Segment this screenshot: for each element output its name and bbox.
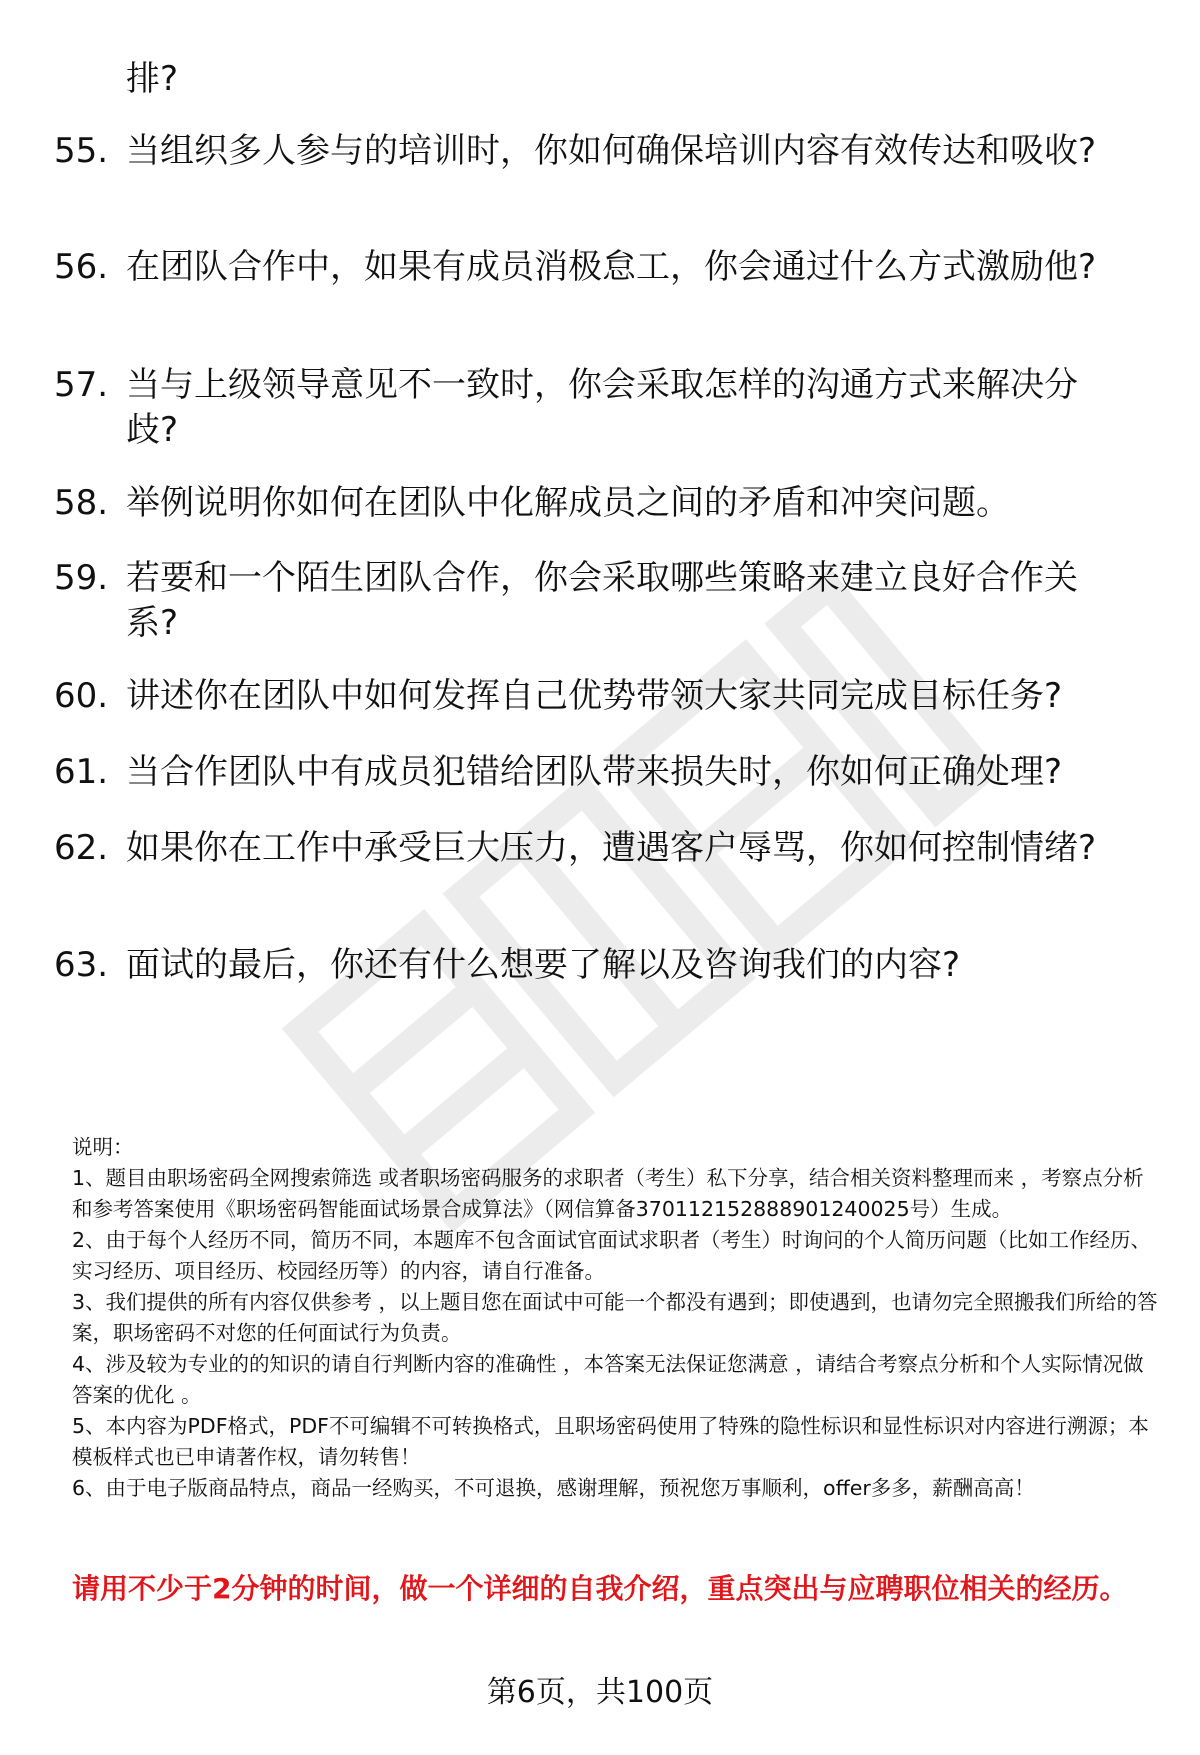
question-text: 当组织多人参与的培训时，你如何确保培训内容有效传达和吸收? [126, 131, 1097, 171]
note-item: 1、题目由职场密码全网搜索筛选 或者职场密码服务的求职者（考生）私下分享，结合相关资料整理而来 ，考察点分析和参考答案使用《职场密码智能面试场景合成算法》（网信算备370112152888901240025号）生成。 [72, 1166, 1144, 1221]
question-number: 62. [54, 828, 109, 868]
question-text: 举例说明你如何在团队中化解成员之间的矛盾和冲突问题。 [126, 483, 1010, 523]
question-number: 63. [54, 945, 109, 985]
notes-section [72, 1132, 1162, 1504]
page-footer: 第6页，共100页 [486, 1675, 714, 1710]
question-number: 58. [54, 483, 109, 523]
question-text: 在团队合作中，如果有成员消极怠工，你会通过什么方式激励他? [126, 247, 1097, 287]
question-number: 57. [54, 365, 109, 405]
question-text: 排? [126, 59, 179, 99]
question-text: 若要和一个陌生团队合作，你会采取哪些策略来建立良好合作关系? [126, 558, 1078, 643]
note-item: 6、由于电子版商品特点，商品一经购买，不可退换，感谢理解，预祝您万事顺利，offer多多，薪酬高高！ [72, 1476, 1035, 1500]
note-item: 3、我们提供的所有内容仅供参考 ，以上题目您在面试中可能一个都没有遇到；即使遇到，也请勿完全照搬我们所给的答案，职场密码不对您的任何面试行为负责。 [72, 1290, 1158, 1345]
question-number: 56. [54, 247, 109, 287]
question-text: 当合作团队中有成员犯错给团队带来损失时，你如何正确处理? [126, 752, 1063, 792]
note-item: 5、本内容为PDF格式，PDF不可编辑不可转换格式，且职场密码使用了特殊的隐性标识和显性标识对内容进行溯源；本模板样式也已申请著作权，请勿转售！ [72, 1414, 1149, 1469]
question-number: 60. [54, 676, 109, 716]
question-text: 当与上级领导意见不一致时，你会采取怎样的沟通方式来解决分歧? [126, 365, 1078, 450]
question-number: 55. [54, 131, 109, 171]
note-item: 2、由于每个人经历不同，简历不同，本题库不包含面试官面试求职者（考生）时询问的个人简历问题（比如工作经历、实习经历、项目经历、校园经历等）的内容，请自行准备。 [72, 1228, 1152, 1283]
notes-heading: 说明： [72, 1135, 134, 1159]
question-number: 59. [54, 558, 109, 598]
question-text: 讲述你在团队中如何发挥自己优势带领大家共同完成目标任务? [126, 676, 1063, 716]
question-number: 61. [54, 752, 109, 792]
note-item: 4、涉及较为专业的的知识的请自行判断内容的准确性 ，本答案无法保证您满意 ，请结合考察点分析和个人实际情况做答案的优化 。 [72, 1352, 1144, 1407]
question-text: 面试的最后，你还有什么想要了解以及咨询我们的内容? [126, 945, 961, 985]
question-text: 如果你在工作中承受巨大压力，遭遇客户辱骂，你如何控制情绪? [126, 828, 1097, 868]
highlight-instruction: 请用不少于2分钟的时间，做一个详细的自我介绍，重点突出与应聘职位相关的经历。 [72, 1572, 1128, 1605]
